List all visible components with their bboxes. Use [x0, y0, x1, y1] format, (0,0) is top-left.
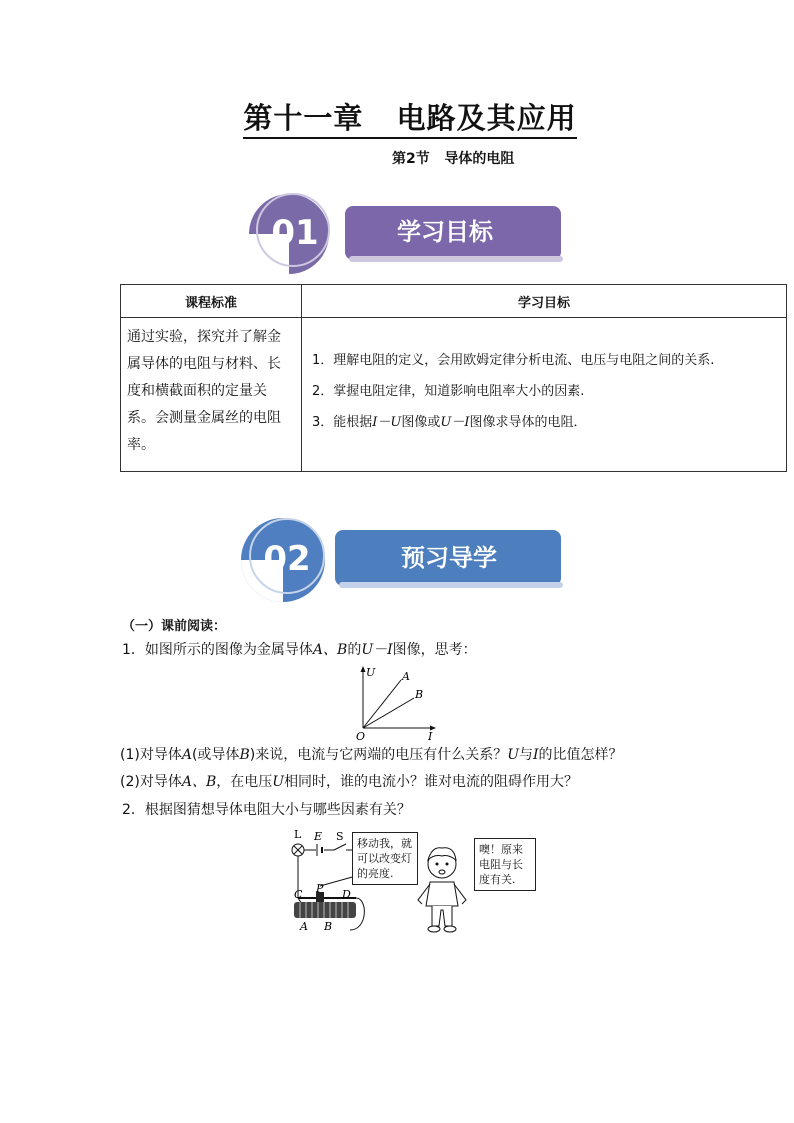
ui-graph — [348, 662, 448, 740]
goal3-ui: U－I — [440, 415, 470, 430]
battery-label: E — [314, 830, 323, 843]
q1-ui: U－I — [361, 642, 393, 658]
bubble-line: 的亮度. — [357, 867, 394, 880]
slider-p-label: P — [316, 882, 324, 895]
goal3-prefix: 3．能根据 — [312, 415, 373, 430]
goals-cell — [302, 318, 787, 472]
terminal-b-label: B — [324, 920, 333, 933]
line-b-label: B — [415, 688, 424, 701]
q1-mid: 的 — [347, 642, 362, 658]
terminal-a-label: A — [300, 920, 308, 933]
standard-line: 通过实验，探究并了解金 — [127, 329, 281, 345]
banner-learning-goals — [245, 190, 570, 280]
sub1-U: U — [507, 747, 520, 763]
goal-item: 1．理解电阻的定义，会用欧姆定律分析电流、电压与电阻之间的关系. — [312, 353, 715, 368]
chapter-title — [0, 96, 794, 137]
goal3-mid: 图像或 — [401, 415, 441, 430]
bubble-line: 噢！原来 — [479, 843, 523, 856]
terminal-c-label: C — [294, 888, 303, 901]
banner2-number: 02 — [263, 539, 311, 579]
sub1-d: 与 — [519, 747, 534, 763]
lamp-label: L — [294, 828, 302, 841]
sub1-B: B — [239, 747, 250, 763]
goal-item: 2．掌握电阻定律，知道影响电阻率大小的因素. — [312, 384, 585, 399]
banner-preview-guide — [237, 516, 567, 606]
sub2-AB: A、B — [181, 774, 217, 790]
q1-prefix: 1．如图所示的图像为金属导体 — [122, 642, 313, 658]
y-axis-label: U — [366, 666, 376, 679]
sub1-A: A — [181, 747, 192, 763]
bubble-line: 可以改变灯 — [357, 852, 412, 865]
sub1-b: (或导体 — [191, 747, 240, 763]
col-goals-header: 学习目标 — [302, 285, 787, 318]
q1-ab: A、B — [312, 642, 348, 658]
standard-line: 属导体的电阻与材料、长 — [127, 356, 281, 372]
sub1-e: 的比值怎样？ — [538, 747, 623, 763]
section-name: 导体的电阻 — [444, 151, 515, 167]
section-number: 第2节 — [392, 151, 430, 167]
q1-suffix: 图像，思考： — [392, 642, 477, 658]
chapter-name: 电路及其应用 — [396, 101, 577, 135]
bubble-line: 度有关. — [479, 873, 516, 886]
sub1-c: )来说，电流与它两端的电压有什么关系？ — [249, 747, 508, 763]
speech-bubble-right — [474, 838, 536, 891]
boy-figure — [412, 842, 472, 934]
terminal-d-label: D — [342, 888, 351, 901]
chapter-number: 第十一章 — [243, 101, 364, 135]
sub-question-2 — [120, 771, 578, 791]
bubble-line: 电阻与长 — [479, 858, 523, 871]
sub-question-1 — [120, 744, 623, 764]
bubble-line: 移动我，就 — [357, 837, 412, 850]
origin-label: O — [356, 730, 366, 740]
rheostat-coil — [294, 902, 356, 918]
line-b — [363, 698, 414, 728]
question-1 — [122, 639, 477, 659]
preview-heading: （一）课前阅读： — [122, 619, 227, 634]
standard-line: 率。 — [127, 437, 155, 453]
sub1-I: I — [533, 747, 539, 763]
line-a — [363, 680, 401, 728]
banner2-label: 预习导学 — [401, 544, 497, 572]
sub2-U: U — [272, 774, 285, 790]
goal3-iu: I－U — [372, 415, 402, 430]
standard-cell — [121, 318, 302, 472]
x-axis-label: I — [428, 730, 433, 740]
switch-label: S — [336, 830, 344, 843]
line-a-label: A — [402, 670, 410, 683]
question-2: 2．根据图猜想导体电阻大小与哪些因素有关？ — [122, 802, 411, 818]
section-title — [392, 148, 514, 168]
goal3-suffix: 图像求导体的电阻． — [469, 415, 587, 430]
sub1-a: (1)对导体 — [120, 747, 182, 763]
sub2-c: 相同时，谁的电流小？谁对电流的阻碍作用大？ — [284, 774, 579, 790]
standard-line: 度和横截面积的定量关 — [127, 383, 267, 399]
col-standard-header: 课程标准 — [121, 285, 302, 318]
speech-bubble-left — [352, 832, 418, 885]
banner1-label: 学习目标 — [397, 218, 493, 246]
sub2-a: (2)对导体 — [120, 774, 182, 790]
goal-item — [312, 408, 778, 437]
banner1-number: 01 — [271, 213, 319, 253]
standard-line: 系。会测量金属丝的电阻 — [127, 410, 281, 426]
sub2-b: ，在电压 — [216, 774, 273, 790]
goals-table — [120, 284, 787, 472]
